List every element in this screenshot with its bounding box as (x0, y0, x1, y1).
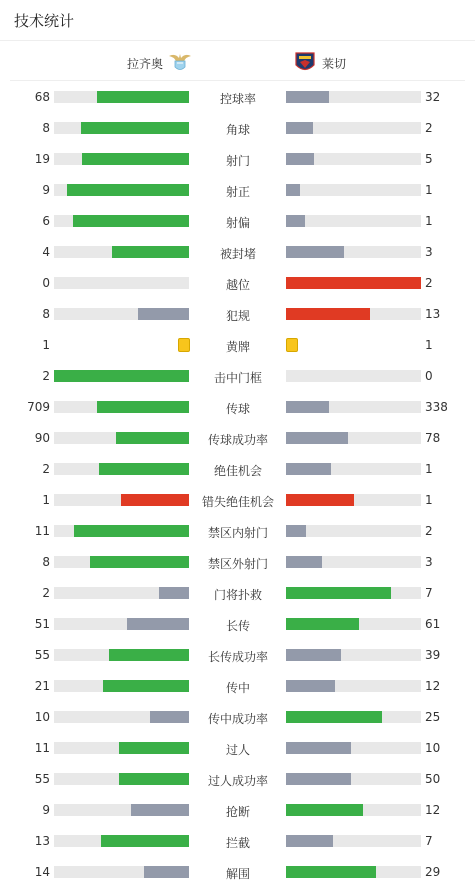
away-stat-bar-track (286, 494, 421, 506)
stat-row (0, 546, 475, 577)
home-stat-bar-fill (121, 494, 189, 506)
stat-row (0, 701, 475, 732)
stat-row (0, 422, 475, 453)
stat-label: 黄牌 (225, 340, 250, 354)
home-stat-bar-fill (99, 463, 189, 475)
away-team-logo-icon (292, 50, 318, 76)
away-stat-bar-fill (286, 711, 382, 723)
home-stat-value: 55 (34, 772, 50, 786)
away-stat-bar-track (286, 866, 421, 878)
stat-row (0, 732, 475, 763)
stat-label: 长传 (225, 619, 250, 633)
stat-label: 击中门框 (213, 371, 262, 385)
home-stat-bar-track (54, 773, 189, 785)
stat-label: 过人成功率 (207, 774, 268, 788)
stat-label: 门将扑救 (213, 588, 262, 602)
away-stat-bar-fill (286, 277, 421, 289)
away-stat-bar-track (286, 215, 421, 227)
away-stat-value: 12 (425, 679, 441, 693)
home-stat-value: 6 (42, 214, 50, 228)
home-stat-bar-track (54, 742, 189, 754)
home-stat-bar-fill (119, 742, 189, 754)
away-stat-bar-fill (286, 742, 351, 754)
home-stat-bar-track (54, 215, 189, 227)
home-stat-value: 2 (42, 462, 50, 476)
stat-label: 射正 (225, 185, 250, 199)
home-stat-value: 709 (27, 400, 50, 414)
away-stat-value: 1 (425, 183, 433, 197)
away-stat-bar-track (286, 153, 421, 165)
home-stat-bar-fill (103, 680, 189, 692)
away-stat-bar-track (286, 680, 421, 692)
home-yellow-card-icon (178, 338, 190, 352)
away-stat-bar-fill (286, 246, 344, 258)
away-stat-value: 7 (425, 586, 433, 600)
home-stat-value: 8 (42, 555, 50, 569)
home-stat-bar-track (54, 804, 189, 816)
home-stat-bar-track (54, 649, 189, 661)
away-stat-value: 78 (425, 431, 441, 445)
away-stat-bar-track (286, 711, 421, 723)
home-stat-value: 9 (42, 803, 50, 817)
home-stat-bar-fill (109, 649, 189, 661)
home-stat-value: 21 (34, 679, 50, 693)
away-stat-value: 12 (425, 803, 441, 817)
away-stat-bar-fill (286, 866, 376, 878)
away-stat-bar-fill (286, 308, 370, 320)
home-stat-bar-track (54, 680, 189, 692)
away-stat-value: 3 (425, 555, 433, 569)
stat-row (0, 205, 475, 236)
teams-header (10, 42, 465, 81)
home-stat-bar-track (54, 525, 189, 537)
away-stat-bar-fill (286, 618, 359, 630)
home-stat-value: 55 (34, 648, 50, 662)
away-stat-value: 50 (425, 772, 441, 786)
away-stat-bar-fill (286, 773, 351, 785)
stat-label: 射门 (225, 154, 250, 168)
away-stat-value: 0 (425, 369, 433, 383)
stat-row (0, 329, 475, 360)
home-stat-value: 11 (34, 741, 50, 755)
stat-label: 传球 (225, 402, 250, 416)
home-stat-bar-fill (97, 401, 189, 413)
home-team-logo-icon (167, 50, 193, 76)
away-stat-bar-track (286, 184, 421, 196)
home-stat-bar-fill (97, 91, 189, 103)
home-stat-value: 1 (42, 338, 50, 352)
away-stat-bar-fill (286, 432, 348, 444)
home-stat-bar-fill (150, 711, 189, 723)
away-stat-value: 29 (425, 865, 441, 879)
stat-label: 拦截 (225, 836, 250, 850)
away-stat-bar-fill (286, 804, 363, 816)
stat-label: 长传成功率 (207, 650, 268, 664)
away-stat-bar-track (286, 91, 421, 103)
away-stat-value: 13 (425, 307, 441, 321)
stat-row (0, 484, 475, 515)
home-stat-bar-fill (112, 246, 189, 258)
away-team-name: 莱切 (322, 56, 347, 71)
home-stat-value: 68 (34, 90, 50, 104)
stat-row (0, 453, 475, 484)
stat-row (0, 391, 475, 422)
away-stat-value: 338 (425, 400, 448, 414)
home-stat-bar-fill (159, 587, 189, 599)
stat-row (0, 825, 475, 856)
home-stat-value: 4 (42, 245, 50, 259)
home-stat-bar-track (54, 711, 189, 723)
away-stat-bar-track (286, 804, 421, 816)
away-stat-value: 5 (425, 152, 433, 166)
away-stat-value: 32 (425, 90, 441, 104)
home-stat-value: 13 (34, 834, 50, 848)
away-stat-bar-fill (286, 525, 306, 537)
home-stat-value: 90 (34, 431, 50, 445)
away-stat-value: 39 (425, 648, 441, 662)
stat-label: 过人 (225, 743, 250, 757)
away-stat-value: 2 (425, 276, 433, 290)
home-stat-bar-track (54, 184, 189, 196)
home-stat-bar-fill (127, 618, 189, 630)
home-stat-value: 2 (42, 369, 50, 383)
stat-row (0, 515, 475, 546)
stat-row (0, 763, 475, 794)
home-stat-bar-track (54, 587, 189, 599)
away-stat-bar-fill (286, 122, 313, 134)
home-stat-bar-track (54, 618, 189, 630)
home-stat-bar-fill (144, 866, 189, 878)
home-stat-bar-fill (90, 556, 189, 568)
stat-row (0, 639, 475, 670)
home-stat-bar-fill (82, 153, 189, 165)
home-stat-bar-fill (54, 370, 189, 382)
away-stat-bar-track (286, 122, 421, 134)
away-stat-bar-fill (286, 215, 305, 227)
stat-label: 传中成功率 (207, 712, 268, 726)
away-stat-value: 1 (425, 214, 433, 228)
home-stat-value: 8 (42, 121, 50, 135)
stat-label: 禁区内射门 (207, 526, 268, 540)
away-stat-bar-fill (286, 184, 300, 196)
home-stat-bar-fill (131, 804, 189, 816)
home-stat-bar-fill (74, 525, 189, 537)
stat-row (0, 577, 475, 608)
stat-label: 传球成功率 (207, 433, 268, 447)
away-stat-bar-fill (286, 153, 314, 165)
stat-row (0, 174, 475, 205)
away-team[interactable] (292, 50, 350, 76)
home-stat-bar-track (54, 463, 189, 475)
away-stat-bar-fill (286, 649, 341, 661)
home-stat-value: 14 (34, 865, 50, 879)
stat-row (0, 794, 475, 825)
away-stat-bar-fill (286, 835, 333, 847)
away-stat-value: 25 (425, 710, 441, 724)
away-stat-value: 3 (425, 245, 433, 259)
stat-label: 绝佳机会 (213, 464, 262, 478)
home-stat-value: 51 (34, 617, 50, 631)
away-stat-value: 1 (425, 338, 433, 352)
home-stat-value: 1 (42, 493, 50, 507)
away-stat-bar-fill (286, 556, 322, 568)
away-stat-bar-track (286, 773, 421, 785)
away-stat-value: 2 (425, 121, 433, 135)
away-stat-value: 1 (425, 462, 433, 476)
away-stat-bar-track (286, 587, 421, 599)
away-stat-bar-track (286, 556, 421, 568)
stat-row (0, 856, 475, 887)
stat-label: 传中 (225, 681, 250, 695)
away-stat-bar-track (286, 525, 421, 537)
away-stat-bar-track (286, 835, 421, 847)
away-yellow-card-icon (286, 338, 298, 352)
home-team-name: 拉齐奥 (126, 56, 163, 71)
home-stat-bar-track (54, 246, 189, 258)
away-stat-bar-track (286, 463, 421, 475)
away-stat-bar-track (286, 649, 421, 661)
stat-label: 控球率 (219, 92, 256, 106)
away-stat-bar-fill (286, 463, 331, 475)
home-stat-bar-fill (73, 215, 189, 227)
away-stat-bar-fill (286, 587, 391, 599)
home-stat-bar-fill (67, 184, 189, 196)
home-stat-value: 2 (42, 586, 50, 600)
stat-label: 角球 (225, 123, 250, 137)
home-stat-bar-track (54, 91, 189, 103)
away-stat-value: 7 (425, 834, 433, 848)
home-team[interactable] (123, 50, 193, 76)
away-stat-bar-track (286, 308, 421, 320)
home-stat-bar-track (54, 556, 189, 568)
stat-label: 越位 (225, 278, 250, 292)
stat-label: 禁区外射门 (207, 557, 268, 571)
home-stat-bar-track (54, 866, 189, 878)
away-stat-value: 61 (425, 617, 441, 631)
stat-row (0, 670, 475, 701)
away-stat-value: 10 (425, 741, 441, 755)
away-stat-value: 2 (425, 524, 433, 538)
home-stat-bar-track (54, 494, 189, 506)
stat-row (0, 360, 475, 391)
away-stat-bar-fill (286, 680, 335, 692)
header-bar (0, 0, 475, 41)
stat-row (0, 298, 475, 329)
home-stat-bar-track (54, 277, 189, 289)
away-stat-bar-track (286, 277, 421, 289)
away-stat-bar-track (286, 246, 421, 258)
stat-label: 被封堵 (219, 247, 256, 261)
stat-row (0, 236, 475, 267)
home-stat-value: 9 (42, 183, 50, 197)
home-stat-value: 10 (34, 710, 50, 724)
stat-row (0, 267, 475, 298)
home-stat-bar-track (54, 122, 189, 134)
away-stat-bar-track (286, 432, 421, 444)
stat-row (0, 81, 475, 112)
home-stat-bar-track (54, 835, 189, 847)
away-stat-bar-fill (286, 494, 354, 506)
stat-label: 射偏 (225, 216, 250, 230)
home-stat-bar-fill (138, 308, 189, 320)
away-stat-bar-track (286, 370, 421, 382)
home-stat-value: 0 (42, 276, 50, 290)
home-stat-value: 8 (42, 307, 50, 321)
home-stat-bar-track (54, 370, 189, 382)
away-stat-bar-track (286, 742, 421, 754)
home-stat-bar-fill (116, 432, 189, 444)
home-stat-value: 11 (34, 524, 50, 538)
stat-row (0, 608, 475, 639)
page-title: 技术统计 (14, 12, 75, 30)
stat-row (0, 143, 475, 174)
home-stat-bar-track (54, 401, 189, 413)
home-stat-bar-track (54, 153, 189, 165)
home-stat-bar-track (54, 432, 189, 444)
stat-label: 犯规 (225, 309, 250, 323)
away-stat-bar-track (286, 401, 421, 413)
away-stat-bar-track (286, 618, 421, 630)
home-stat-bar-fill (101, 835, 189, 847)
home-stat-bar-fill (119, 773, 189, 785)
stat-label: 解围 (225, 867, 250, 881)
away-stat-value: 1 (425, 493, 433, 507)
home-stat-bar-fill (81, 122, 189, 134)
away-stat-bar-fill (286, 91, 329, 103)
home-stat-value: 19 (34, 152, 50, 166)
home-stat-bar-track (54, 308, 189, 320)
away-stat-bar-fill (286, 401, 329, 413)
stat-label: 抢断 (225, 805, 250, 819)
stat-row (0, 112, 475, 143)
stat-label: 错失绝佳机会 (201, 495, 274, 509)
